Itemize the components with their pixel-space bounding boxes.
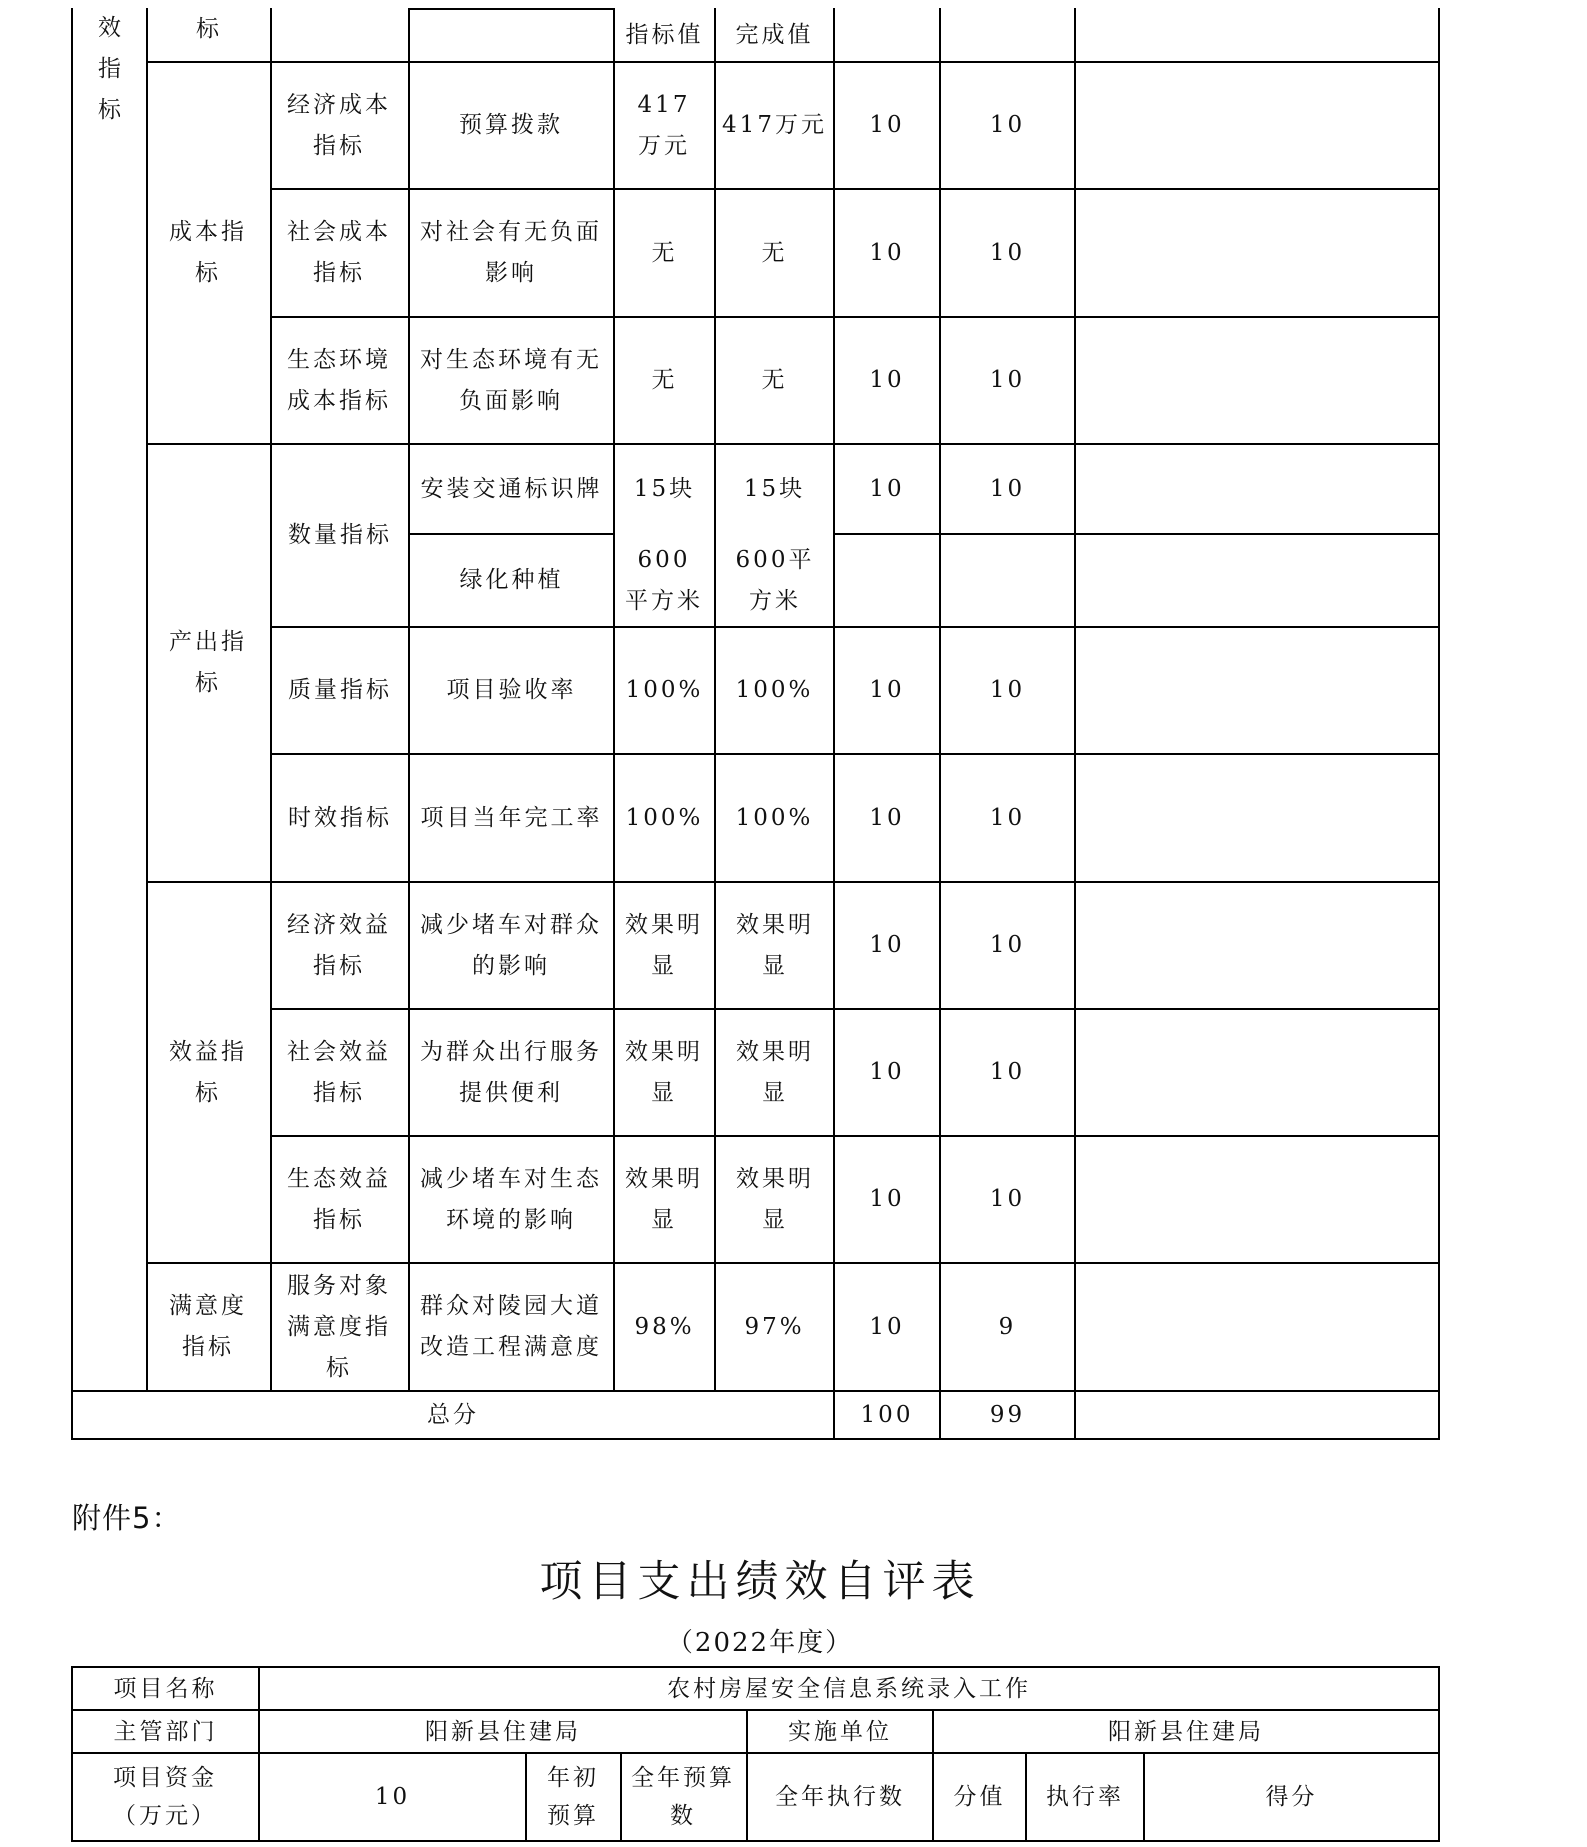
- indicator-item: 绿化种植: [459, 567, 564, 593]
- indicator-item: 对生态环境有无负面影响: [420, 346, 602, 414]
- weight-value: 10: [869, 804, 905, 831]
- weight-value: 10: [869, 677, 905, 703]
- sub-indicator: 社会成本指标: [287, 219, 391, 286]
- actual-value: 效果明显: [736, 1165, 814, 1233]
- document-title: 项目支出绩效自评表: [539, 1557, 981, 1607]
- col-rule: [408, 8, 615, 10]
- weight-value: 10: [869, 1059, 905, 1085]
- target-value-header: 指标值: [625, 21, 704, 48]
- funds-value: 10: [374, 1784, 411, 1810]
- target-value: 100%: [625, 677, 704, 703]
- sub-indicator: 服务对象满意度指标: [287, 1272, 391, 1381]
- target-value: 无: [651, 367, 678, 393]
- weight-value: 10: [869, 367, 905, 393]
- indicator-item: 对社会有无负面影响: [420, 219, 602, 286]
- actual-value: 无: [761, 239, 788, 266]
- score-value: 9: [998, 1313, 1017, 1340]
- score-value: 10: [989, 239, 1026, 266]
- weight-value: 10: [869, 1313, 905, 1340]
- score-value: 10: [989, 932, 1026, 958]
- target-value: 无: [651, 239, 678, 266]
- score-value: 10: [989, 1059, 1026, 1085]
- target-value: 600平方米: [625, 546, 703, 614]
- actual-value: 100%: [735, 804, 814, 831]
- actual-value: 97%: [744, 1313, 805, 1340]
- total-label: 总分: [427, 1401, 479, 1428]
- score-value: 10: [989, 475, 1026, 502]
- sub-indicator: 质量指标: [288, 677, 392, 703]
- initial-budget-header: 年初预算: [547, 1765, 599, 1829]
- sub-indicator: 数量指标: [288, 522, 392, 548]
- col-rule: [1438, 1666, 1440, 1842]
- project-name: 农村房屋安全信息系统录入工作: [667, 1675, 1031, 1702]
- category-satisfaction: 满意度指标: [169, 1293, 247, 1360]
- col-rule: [525, 1752, 527, 1842]
- total-score: 99: [989, 1401, 1026, 1428]
- document-year: （2022年度）: [666, 1628, 854, 1658]
- score-value: 10: [989, 367, 1026, 393]
- category-cost: 成本指标: [169, 219, 247, 286]
- target-value: 417万元: [637, 91, 691, 159]
- weight-value: 10: [869, 475, 905, 502]
- col-rule: [71, 8, 73, 1440]
- actual-value-header: 完成值: [735, 21, 814, 48]
- actual-value: 无: [761, 367, 788, 393]
- header-fragment-col1: 效 指 标: [98, 15, 121, 123]
- target-value: 98%: [634, 1313, 695, 1340]
- col-rule: [1074, 8, 1076, 1440]
- score-value: 10: [989, 1186, 1026, 1212]
- category-benefit: 效益指标: [169, 1038, 247, 1106]
- impl-value: 阳新县住建局: [1108, 1718, 1264, 1745]
- header-fragment-col2: 标: [196, 15, 222, 42]
- indicator-item: 为群众出行服务提供便利: [420, 1038, 602, 1106]
- indicator-item: 减少堵车对群众的影响: [420, 911, 602, 979]
- weight-value: 10: [869, 112, 905, 138]
- dept-value: 阳新县住建局: [425, 1718, 581, 1745]
- project-name-label: 项目名称: [113, 1675, 218, 1702]
- col-rule: [620, 1752, 622, 1842]
- annex-label: 附件5：: [72, 1501, 182, 1535]
- col-rule: [1438, 8, 1440, 1440]
- actual-value: 600平方米: [735, 546, 815, 614]
- sub-indicator: 经济效益指标: [287, 911, 391, 979]
- sub-indicator: 生态效益指标: [287, 1165, 391, 1233]
- weight-value: 10: [869, 1186, 905, 1212]
- annual-exec-header: 全年执行数: [775, 1784, 905, 1810]
- funds-label: 项目资金（万元）: [113, 1765, 217, 1829]
- actual-value: 效果明显: [736, 1038, 814, 1106]
- score-value: 10: [989, 112, 1026, 138]
- dept-label: 主管部门: [113, 1718, 218, 1745]
- actual-value: 15块: [743, 475, 806, 502]
- exec-rate-header: 执行率: [1046, 1784, 1124, 1810]
- weight-header: 分值: [953, 1784, 1006, 1810]
- target-value: 效果明显: [625, 1038, 703, 1106]
- sub-indicator: 生态环境成本指标: [287, 346, 391, 414]
- total-weight: 100: [860, 1401, 914, 1428]
- target-value: 100%: [625, 804, 704, 831]
- indicator-item: 项目验收率: [446, 677, 577, 703]
- score-value: 10: [989, 804, 1026, 831]
- actual-value: 效果明显: [736, 911, 814, 979]
- sub-indicator: 时效指标: [288, 804, 392, 831]
- sub-indicator: 经济成本指标: [287, 91, 391, 159]
- target-value: 效果明显: [625, 1165, 703, 1233]
- row-rule: [71, 1438, 1440, 1440]
- actual-value: 100%: [735, 677, 814, 703]
- impl-label: 实施单位: [788, 1718, 892, 1745]
- target-value: 15块: [633, 475, 696, 502]
- indicator-item: 减少堵车对生态环境的影响: [420, 1165, 602, 1233]
- actual-value: 417万元: [722, 112, 827, 138]
- indicator-item: 预算拨款: [459, 112, 563, 138]
- row-rule: [833, 533, 1440, 535]
- target-value: 效果明显: [625, 911, 703, 979]
- score-value: 10: [989, 677, 1026, 703]
- score-header: 得分: [1265, 1784, 1318, 1810]
- row-rule: [71, 1840, 1440, 1842]
- category-output: 产出指标: [169, 629, 247, 696]
- indicator-item: 群众对陵园大道改造工程满意度: [420, 1293, 602, 1360]
- sub-indicator: 社会效益指标: [287, 1038, 391, 1106]
- weight-value: 10: [869, 239, 905, 266]
- annual-budget-header: 全年预算数: [631, 1765, 735, 1829]
- weight-value: 10: [869, 932, 905, 958]
- indicator-item: 安装交通标识牌: [420, 475, 603, 502]
- indicator-item: 项目当年完工率: [420, 804, 603, 831]
- col-rule: [146, 8, 148, 1392]
